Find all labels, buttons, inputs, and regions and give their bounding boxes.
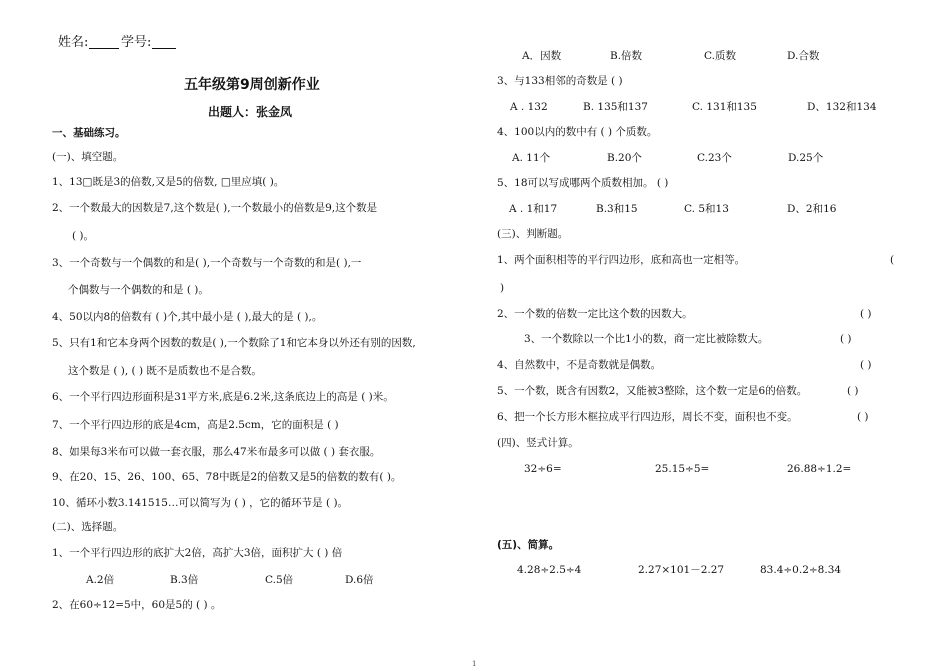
choice-q2: 2、在60÷12=5中，60是5的 ( ) 。: [52, 599, 222, 611]
judge-q3: 3、一个数除以一个比1小的数，商一定比被除数大。: [524, 333, 769, 345]
calc-item-3: 26.88÷1.2=: [787, 463, 852, 475]
choice-q1-option-a[interactable]: A.2倍: [86, 574, 115, 586]
fill-q3: 3、一个奇数与一个偶数的和是( ),一个奇数与一个奇数的和是( ),一: [52, 257, 362, 269]
choice-q3-option-a[interactable]: A . 132: [510, 101, 548, 113]
choice-q5: 5、18可以写成哪两个质数相加。 ( ): [497, 177, 669, 189]
fill-q8: 8、如果每3米布可以做一套衣服，那么47米布最多可以做 ( ) 套衣服。: [52, 446, 381, 458]
choice-q1: 1、一个平行四边形的底扩大2倍，高扩大3倍，面积扩大 ( ) 倍: [52, 547, 343, 559]
choice-q4: 4、100以内的数中有 ( ) 个质数。: [497, 126, 658, 138]
judge-q2: 2、一个数的倍数一定比这个数的因数大。: [497, 308, 693, 320]
simple-item-3: 83.4÷0.2÷8.34: [760, 564, 842, 576]
page-number: 1: [472, 660, 477, 668]
page-title: 五年级第9周创新作业: [184, 77, 320, 93]
choice-q3-option-b[interactable]: B. 135和137: [583, 101, 648, 113]
choice-q1-option-b[interactable]: B.3倍: [170, 574, 199, 586]
judge-q1-bracket-open[interactable]: (: [890, 254, 895, 266]
judge-q6: 6、把一个长方形木框拉成平行四边形，周长不变，面积也不变。: [497, 411, 798, 423]
choice-q2-option-d[interactable]: D.合数: [787, 50, 820, 62]
choice-q1-option-c[interactable]: C.5倍: [265, 574, 294, 586]
judge-q4: 4、自然数中，不是奇数就是偶数。: [497, 359, 662, 371]
choice-q3-option-c[interactable]: C. 131和135: [692, 101, 757, 113]
choice-q5-option-b[interactable]: B.3和15: [596, 203, 638, 215]
student-number-blank[interactable]: [152, 36, 176, 49]
calc-heading: (四)、竖式计算。: [497, 437, 579, 449]
simple-item-1: 4.28÷2.5÷4: [517, 564, 582, 576]
fill-q9: 9、在20、15、26、100、65、78中既是2的倍数又是5的倍数的数有( )。: [52, 471, 402, 483]
calc-item-2: 25.15÷5=: [655, 463, 710, 475]
judge-q1-bracket-close[interactable]: ): [500, 282, 505, 294]
choice-q3: 3、与133相邻的奇数是 ( ): [497, 75, 623, 87]
fill-q5-cont: 这个数是 ( ), ( ) 既不是质数也不是合数。: [68, 365, 262, 377]
fill-q7: 7、一个平行四边形的底是4cm，高是2.5cm，它的面积是 ( ): [52, 419, 339, 431]
choice-heading: (二)、选择题。: [52, 521, 124, 533]
fill-q3-cont: 个偶数与一个偶数的和是 ( )。: [68, 284, 209, 296]
judge-q5-bracket[interactable]: ( ): [847, 385, 859, 397]
choice-q1-option-d[interactable]: D.6倍: [345, 574, 374, 586]
calc-item-1: 32÷6=: [524, 463, 562, 475]
fill-q2-cont: ( )。: [72, 230, 95, 242]
choice-q5-option-d[interactable]: D、2和16: [787, 203, 837, 215]
fill-q5: 5、只有1和它本身两个因数的数是( ),一个数除了1和它本身以外还有别的因数,: [52, 337, 416, 349]
choice-q2-option-c[interactable]: C.质数: [704, 50, 736, 62]
fill-q6: 6、一个平行四边形面积是31平方米,底是6.2米,这条底边上的高是 ( )米。: [52, 391, 394, 403]
judge-q1: 1、两个面积相等的平行四边形，底和高也一定相等。: [497, 254, 746, 266]
choice-q5-option-c[interactable]: C. 5和13: [684, 203, 729, 215]
choice-q3-option-d[interactable]: D、132和134: [807, 101, 877, 113]
simple-heading: (五)、简算。: [497, 539, 560, 551]
fill-q2: 2、一个数最大的因数是7,这个数是( ),一个数最小的倍数是9,这个数是: [52, 202, 378, 214]
name-label: 姓名:: [58, 35, 89, 50]
fill-q10: 10、循环小数3.141515…可以简写为 ( ) ，它的循环节是 ( )。: [52, 497, 349, 509]
author-line: 出题人：张金凤: [208, 105, 293, 119]
judge-q2-bracket[interactable]: ( ): [860, 308, 872, 320]
fill-q4: 4、50以内8的倍数有 ( )个,其中最小是 ( ),最大的是 ( ),。: [52, 311, 323, 323]
choice-q2-option-b[interactable]: B.倍数: [610, 50, 643, 62]
choice-q4-option-b[interactable]: B.20个: [607, 152, 642, 164]
judge-heading: (三)、判断题。: [497, 228, 569, 240]
choice-q4-option-c[interactable]: C.23个: [697, 152, 732, 164]
judge-q5: 5、一个数，既含有因数2，又能被3整除，这个数一定是6的倍数。: [497, 385, 808, 397]
simple-item-2: 2.27×101－2.27: [638, 564, 725, 576]
fill-heading: (一)、填空题。: [52, 151, 124, 163]
choice-q2-option-a[interactable]: A．因数: [522, 50, 562, 62]
fill-q1: 1、13□既是3的倍数,又是5的倍数, □里应填( )。: [52, 176, 285, 188]
judge-q3-bracket[interactable]: ( ): [840, 333, 852, 345]
name-blank[interactable]: [89, 36, 119, 49]
student-number-label: 学号:: [121, 35, 152, 50]
choice-q4-option-a[interactable]: A. 11个: [512, 152, 551, 164]
choice-q4-option-d[interactable]: D.25个: [788, 152, 824, 164]
choice-q5-option-a[interactable]: A . 1和17: [509, 203, 558, 215]
judge-q4-bracket[interactable]: ( ): [860, 359, 872, 371]
judge-q6-bracket[interactable]: ( ): [857, 411, 869, 423]
section-basic: 一、基础练习。: [52, 127, 126, 139]
